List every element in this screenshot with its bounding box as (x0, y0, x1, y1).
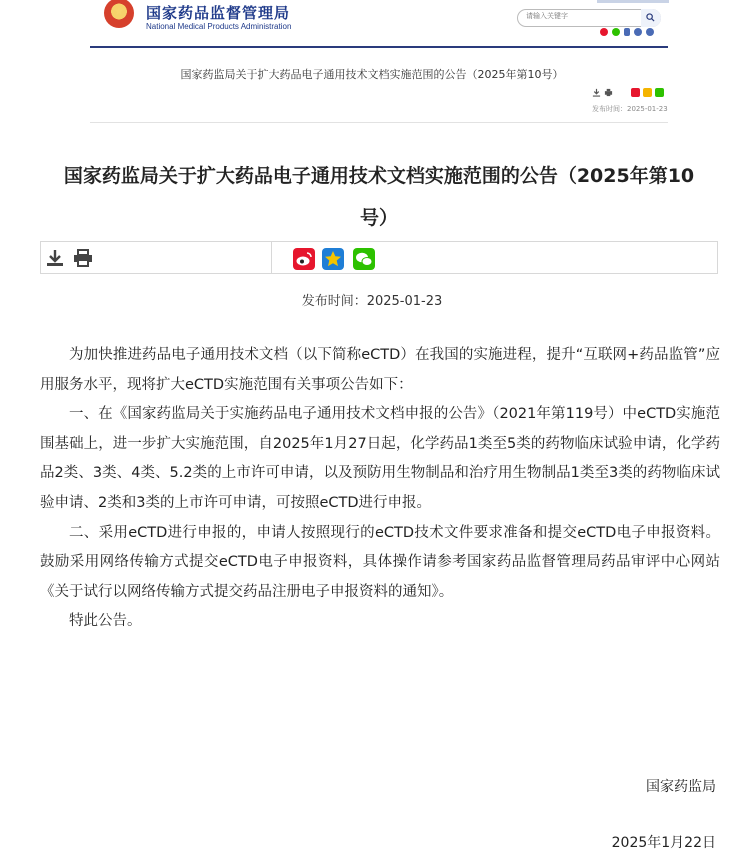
sign-date: 2025年1月22日 (611, 835, 716, 851)
article-title: 国家药监局关于扩大药品电子通用技术文档实施范围的公告（2025年第10 号） (63, 165, 695, 229)
mini-toolbar (592, 88, 664, 97)
paragraph: 一、在《国家药监局关于实施药品电子通用技术文档申报的公告》（2021年第119号）中eCTD实施范围基础上，进一步扩大实施范围，自2025年1月27日起，化学药品1类至5类的药物临床试验申请，化学药品2类、3类、4类、5.2类的上市许可申请，以及预防用生物制品和治疗用生物制品1类至3类的药物临床试验申请、2类和3类的上市许可申请，可按照eCTD进行申报。 (40, 406, 720, 511)
wechat-icon (353, 248, 375, 270)
mobile-icon[interactable] (624, 28, 630, 36)
print-icon[interactable] (604, 88, 613, 97)
qzone-icon (322, 248, 344, 270)
download-button[interactable] (45, 248, 67, 270)
search-button[interactable] (641, 9, 661, 27)
weibo-icon (293, 248, 315, 270)
signature: 国家药监局 (646, 779, 716, 795)
article-toolbar (40, 241, 718, 274)
site-name-cn[interactable]: 国家药品监督管理局 (146, 4, 291, 22)
top-links-bar (597, 0, 669, 3)
share-weibo-button[interactable] (293, 248, 315, 270)
wechat-icon[interactable] (655, 88, 664, 97)
paragraph: 二、采用eCTD进行申报的，申请人按照现行的eCTD技术文件要求准备和提交eCTD电子申报资料。鼓励采用网络传输方式提交eCTD电子申报资料，具体操作请参考国家药品监督管理局药品审评中心网站《关于试行以网络传输方式提交药品注册电子申报资料的通知》。 (40, 524, 720, 600)
weibo-icon[interactable] (600, 28, 608, 36)
toolbar-divider (271, 242, 272, 273)
publish-date: 发布时间：2025-01-23 (301, 294, 443, 309)
download-icon (45, 248, 65, 268)
paragraph: 特此公告。 (69, 613, 142, 630)
site-header (90, 0, 668, 48)
share-qzone-button[interactable] (322, 248, 344, 270)
national-emblem-icon (104, 0, 134, 28)
article-body (40, 341, 720, 637)
weibo-icon[interactable] (631, 88, 640, 97)
breadcrumb-title: 国家药监局关于扩大药品电子通用技术文档实施范围的公告（2025年第10号） (180, 68, 564, 81)
qzone-icon[interactable] (643, 88, 652, 97)
accessibility-icon[interactable] (634, 28, 642, 36)
site-name-en: National Medical Products Administration (146, 22, 292, 31)
user-icon[interactable] (646, 28, 654, 36)
paragraph: 为加快推进药品电子通用技术文档（以下简称eCTD）在我国的实施进程，提升“互联网+药品监管”应用服务水平，现将扩大eCTD实施范围有关事项公告如下： (40, 347, 720, 393)
share-wechat-button[interactable] (353, 248, 375, 270)
search-box[interactable] (517, 9, 661, 27)
print-icon (73, 248, 93, 268)
download-icon[interactable] (592, 88, 601, 97)
header-share-icons (600, 28, 654, 36)
divider (90, 122, 668, 123)
wechat-icon[interactable] (612, 28, 620, 36)
mini-publish-date: 发布时间：2025-01-23 (592, 105, 668, 113)
print-button[interactable] (73, 248, 95, 270)
search-input[interactable] (526, 12, 636, 20)
search-icon (646, 13, 655, 22)
